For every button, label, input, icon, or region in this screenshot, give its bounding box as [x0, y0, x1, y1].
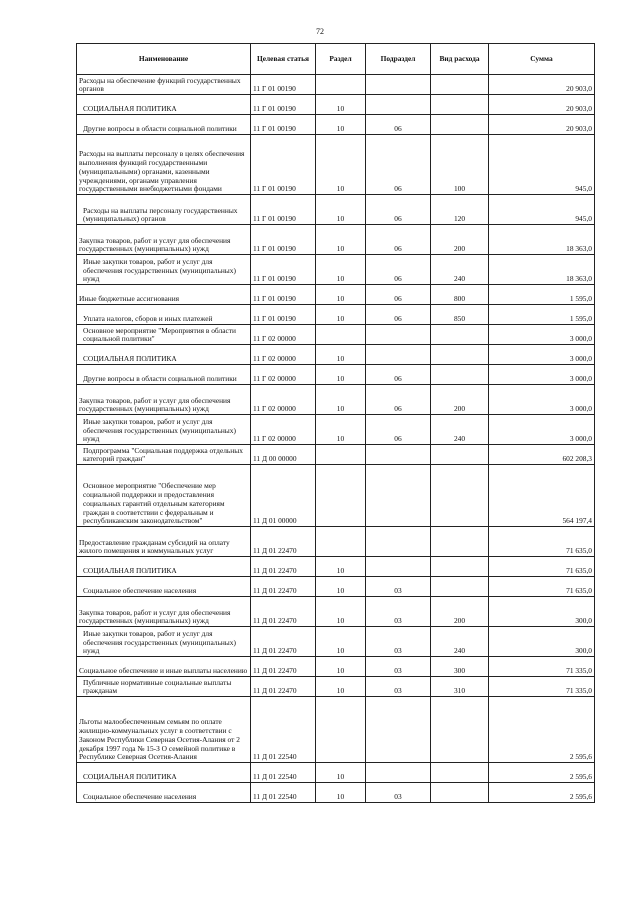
cell-section: 10: [316, 763, 366, 783]
cell-expense-type: 240: [431, 255, 489, 285]
cell-expense-type: 200: [431, 597, 489, 627]
cell-subsection: 06: [366, 365, 431, 385]
cell-sum: 945,0: [489, 135, 595, 195]
cell-section: 10: [316, 385, 366, 415]
cell-section: 10: [316, 195, 366, 225]
cell-target-article: 11 Г 01 00190: [251, 95, 316, 115]
cell-name: СОЦИАЛЬНАЯ ПОЛИТИКА: [77, 763, 251, 783]
cell-section: [316, 697, 366, 763]
header-name: Наименование: [77, 44, 251, 75]
cell-target-article: 11 Д 01 22470: [251, 677, 316, 697]
cell-subsection: [366, 75, 431, 95]
cell-expense-type: 240: [431, 627, 489, 657]
cell-sum: 300,0: [489, 597, 595, 627]
cell-subsection: 06: [366, 385, 431, 415]
cell-expense-type: 200: [431, 225, 489, 255]
cell-expense-type: [431, 365, 489, 385]
table-row: [77, 527, 595, 557]
table-row: [77, 365, 595, 385]
cell-expense-type: 240: [431, 415, 489, 445]
table-row: [77, 135, 595, 195]
cell-sum: 1 595,0: [489, 305, 595, 325]
cell-expense-type: [431, 95, 489, 115]
cell-target-article: 11 Д 01 22470: [251, 597, 316, 627]
cell-subsection: 06: [366, 115, 431, 135]
cell-subsection: [366, 95, 431, 115]
header-section: Раздел: [316, 44, 366, 75]
cell-expense-type: [431, 75, 489, 95]
cell-subsection: 03: [366, 783, 431, 803]
cell-section: 10: [316, 115, 366, 135]
cell-section: [316, 75, 366, 95]
cell-section: 10: [316, 285, 366, 305]
cell-name: СОЦИАЛЬНАЯ ПОЛИТИКА: [77, 345, 251, 365]
cell-target-article: 11 Д 01 00000: [251, 465, 316, 527]
cell-expense-type: 300: [431, 657, 489, 677]
cell-target-article: 11 Д 01 22470: [251, 657, 316, 677]
cell-sum: 71 635,0: [489, 527, 595, 557]
cell-target-article: 11 Г 02 00000: [251, 415, 316, 445]
cell-expense-type: 100: [431, 135, 489, 195]
budget-table: [76, 43, 595, 803]
cell-target-article: 11 Д 01 22540: [251, 763, 316, 783]
cell-target-article: 11 Г 01 00190: [251, 305, 316, 325]
table-row: [77, 225, 595, 255]
cell-name: Закупка товаров, работ и услуг для обеспечения государственных (муниципальных) нужд: [77, 225, 251, 255]
page-number: 72: [316, 27, 324, 36]
cell-target-article: 11 Д 01 22470: [251, 627, 316, 657]
cell-subsection: 03: [366, 677, 431, 697]
cell-name: Подпрограмма "Социальная поддержка отдельных категорий граждан": [77, 445, 251, 465]
header-subsection: Подраздел: [366, 44, 431, 75]
table-row: [77, 577, 595, 597]
cell-sum: 71 335,0: [489, 657, 595, 677]
cell-subsection: 06: [366, 225, 431, 255]
cell-section: 10: [316, 597, 366, 627]
cell-name: Предоставление гражданам субсидий на оплату жилого помещения и коммунальных услуг: [77, 527, 251, 557]
table-row: [77, 415, 595, 445]
cell-subsection: 06: [366, 285, 431, 305]
cell-target-article: 11 Г 01 00190: [251, 135, 316, 195]
cell-sum: 20 903,0: [489, 95, 595, 115]
cell-sum: 945,0: [489, 195, 595, 225]
table-row: [77, 677, 595, 697]
cell-expense-type: 800: [431, 285, 489, 305]
cell-sum: 71 635,0: [489, 557, 595, 577]
cell-section: 10: [316, 135, 366, 195]
cell-expense-type: [431, 445, 489, 465]
cell-expense-type: [431, 577, 489, 597]
cell-section: [316, 527, 366, 557]
cell-target-article: 11 Г 02 00000: [251, 365, 316, 385]
cell-sum: 300,0: [489, 627, 595, 657]
cell-target-article: 11 Г 01 00190: [251, 255, 316, 285]
cell-section: 10: [316, 365, 366, 385]
cell-expense-type: [431, 527, 489, 557]
cell-sum: 3 000,0: [489, 415, 595, 445]
cell-expense-type: [431, 557, 489, 577]
cell-name: Расходы на обеспечение функций государственных органов: [77, 75, 251, 95]
cell-target-article: 11 Д 00 00000: [251, 445, 316, 465]
table-row: [77, 345, 595, 365]
table-row: [77, 657, 595, 677]
cell-subsection: 03: [366, 627, 431, 657]
cell-name: Социальное обеспечение населения: [77, 783, 251, 803]
cell-subsection: 06: [366, 135, 431, 195]
cell-sum: 3 000,0: [489, 365, 595, 385]
table-row: [77, 95, 595, 115]
cell-target-article: 11 Д 01 22470: [251, 557, 316, 577]
cell-target-article: 11 Д 01 22470: [251, 527, 316, 557]
cell-subsection: [366, 557, 431, 577]
cell-name: Иные закупки товаров, работ и услуг для обеспечения государственных (муниципальных) нужд: [77, 255, 251, 285]
table-row: [77, 75, 595, 95]
cell-expense-type: [431, 115, 489, 135]
cell-section: 10: [316, 557, 366, 577]
table-row: [77, 445, 595, 465]
table-row: [77, 465, 595, 527]
cell-section: [316, 465, 366, 527]
cell-sum: 1 595,0: [489, 285, 595, 305]
header-target-article: Целевая статья: [251, 44, 316, 75]
table-row: [77, 195, 595, 225]
cell-subsection: [366, 527, 431, 557]
cell-expense-type: [431, 783, 489, 803]
cell-name: Другие вопросы в области социальной политики: [77, 365, 251, 385]
cell-subsection: 06: [366, 195, 431, 225]
table-row: [77, 325, 595, 345]
cell-name: Социальное обеспечение населения: [77, 577, 251, 597]
cell-expense-type: 200: [431, 385, 489, 415]
table-row: [77, 305, 595, 325]
cell-sum: 2 595,6: [489, 763, 595, 783]
cell-sum: 2 595,6: [489, 783, 595, 803]
cell-section: 10: [316, 225, 366, 255]
cell-name: Расходы на выплаты персоналу государственных (муниципальных) органов: [77, 195, 251, 225]
cell-section: 10: [316, 677, 366, 697]
cell-name: Закупка товаров, работ и услуг для обеспечения государственных (муниципальных) нужд: [77, 385, 251, 415]
cell-name: Льготы малообеспеченным семьям по оплате жилищно-коммунальных услуг в соответствии с Законом Республики Северная Осетия-Алания от 2 декабря 1997 года № 15-З О семейной политике в Республике Северная Осетия-Алания: [77, 697, 251, 763]
cell-section: [316, 325, 366, 345]
cell-subsection: 06: [366, 305, 431, 325]
table-row: [77, 557, 595, 577]
table-row: [77, 783, 595, 803]
cell-target-article: 11 Д 01 22540: [251, 697, 316, 763]
cell-section: 10: [316, 305, 366, 325]
cell-sum: 3 000,0: [489, 325, 595, 345]
cell-subsection: 03: [366, 597, 431, 627]
cell-section: 10: [316, 577, 366, 597]
cell-subsection: [366, 325, 431, 345]
table-row: [77, 697, 595, 763]
cell-name: Уплата налогов, сборов и иных платежей: [77, 305, 251, 325]
cell-sum: 564 197,4: [489, 465, 595, 527]
cell-expense-type: [431, 325, 489, 345]
cell-expense-type: [431, 465, 489, 527]
cell-target-article: 11 Д 01 22470: [251, 577, 316, 597]
table-row: [77, 763, 595, 783]
cell-target-article: 11 Г 01 00190: [251, 225, 316, 255]
cell-sum: 20 903,0: [489, 75, 595, 95]
cell-name: Основное мероприятие "Мероприятия в области социальной политики": [77, 325, 251, 345]
cell-expense-type: 850: [431, 305, 489, 325]
cell-sum: 71 335,0: [489, 677, 595, 697]
cell-target-article: 11 Д 01 22540: [251, 783, 316, 803]
cell-target-article: 11 Г 02 00000: [251, 345, 316, 365]
table-row: [77, 385, 595, 415]
cell-subsection: 06: [366, 415, 431, 445]
cell-section: 10: [316, 95, 366, 115]
header-sum: Сумма: [489, 44, 595, 75]
table-row: [77, 597, 595, 627]
table-body: [77, 75, 595, 803]
cell-name: Расходы на выплаты персоналу в целях обеспечения выполнения функций государственными (муниципальными) органами, казенными учреждениями, органами управления государственными внебюджетными фондами: [77, 135, 251, 195]
cell-target-article: 11 Г 02 00000: [251, 385, 316, 415]
cell-section: 10: [316, 415, 366, 445]
cell-expense-type: [431, 763, 489, 783]
cell-subsection: 06: [366, 255, 431, 285]
cell-name: Основное мероприятие "Обеспечение мер социальной поддержки и предоставления социальных гарантий отдельным категориям граждан в соответствии с федеральным и республиканским законодательством": [77, 465, 251, 527]
cell-subsection: [366, 345, 431, 365]
cell-sum: 18 363,0: [489, 225, 595, 255]
cell-section: 10: [316, 627, 366, 657]
cell-target-article: 11 Г 01 00190: [251, 195, 316, 225]
cell-sum: 71 635,0: [489, 577, 595, 597]
cell-section: 10: [316, 657, 366, 677]
cell-subsection: [366, 697, 431, 763]
cell-name: Иные бюджетные ассигнования: [77, 285, 251, 305]
table-header-row: [77, 44, 595, 75]
cell-name: Другие вопросы в области социальной политики: [77, 115, 251, 135]
table-row: [77, 255, 595, 285]
cell-section: [316, 445, 366, 465]
cell-name: Публичные нормативные социальные выплаты гражданам: [77, 677, 251, 697]
cell-target-article: 11 Г 01 00190: [251, 285, 316, 305]
cell-target-article: 11 Г 02 00000: [251, 325, 316, 345]
cell-name: СОЦИАЛЬНАЯ ПОЛИТИКА: [77, 95, 251, 115]
table-row: [77, 627, 595, 657]
cell-subsection: [366, 445, 431, 465]
cell-name: СОЦИАЛЬНАЯ ПОЛИТИКА: [77, 557, 251, 577]
cell-subsection: 03: [366, 657, 431, 677]
cell-subsection: [366, 763, 431, 783]
cell-expense-type: 310: [431, 677, 489, 697]
cell-expense-type: [431, 345, 489, 365]
cell-section: 10: [316, 255, 366, 285]
cell-name: Иные закупки товаров, работ и услуг для обеспечения государственных (муниципальных) нужд: [77, 415, 251, 445]
cell-target-article: 11 Г 01 00190: [251, 115, 316, 135]
cell-sum: 3 000,0: [489, 385, 595, 415]
cell-sum: 2 595,6: [489, 697, 595, 763]
cell-name: Закупка товаров, работ и услуг для обеспечения государственных (муниципальных) нужд: [77, 597, 251, 627]
table-row: [77, 115, 595, 135]
cell-name: Иные закупки товаров, работ и услуг для обеспечения государственных (муниципальных) нужд: [77, 627, 251, 657]
cell-name: Социальное обеспечение и иные выплаты населению: [77, 657, 251, 677]
cell-subsection: 03: [366, 577, 431, 597]
cell-expense-type: 120: [431, 195, 489, 225]
cell-sum: 20 903,0: [489, 115, 595, 135]
table-row: [77, 285, 595, 305]
cell-sum: 18 363,0: [489, 255, 595, 285]
cell-sum: 602 208,3: [489, 445, 595, 465]
cell-expense-type: [431, 697, 489, 763]
cell-subsection: [366, 465, 431, 527]
cell-section: 10: [316, 783, 366, 803]
cell-sum: 3 000,0: [489, 345, 595, 365]
cell-section: 10: [316, 345, 366, 365]
cell-target-article: 11 Г 01 00190: [251, 75, 316, 95]
header-expense-type: Вид расхода: [431, 44, 489, 75]
